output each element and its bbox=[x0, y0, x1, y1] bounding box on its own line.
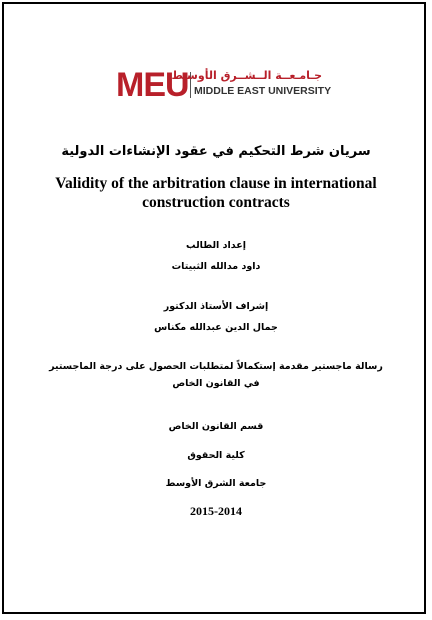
arabic-title: سريان شرط التحكيم في عقود الإنشاءات الدولية bbox=[61, 144, 371, 159]
supervisor-name: جمال الدين عبدالله مكناس bbox=[154, 322, 278, 333]
english-title: Validity of the arbitration clause in international construction contracts bbox=[55, 175, 377, 211]
student-name: داود مدالله الثبيتات bbox=[171, 261, 261, 272]
university-logo bbox=[116, 66, 332, 104]
logo-mark: MEU bbox=[116, 66, 189, 104]
supervisor-label: إشراف الأستاذ الدكتور bbox=[163, 301, 269, 312]
thesis-statement-line-1: رسالة ماجستير مقدمة إستكمالاً لمتطلبات الحصول على درجة الماجستير bbox=[49, 361, 383, 372]
academic-year: 2015-2014 bbox=[190, 504, 242, 518]
thesis-statement-line-2: في القانون الخاص bbox=[172, 378, 260, 389]
student-label: إعداد الطالب bbox=[186, 240, 246, 251]
logo-english-name: MIDDLE EAST UNIVERSITY bbox=[194, 85, 332, 97]
department: قسم القانون الخاص bbox=[168, 421, 264, 432]
faculty: كلية الحقوق bbox=[187, 450, 245, 461]
university: جامعة الشرق الأوسط bbox=[165, 478, 267, 489]
title-page bbox=[2, 2, 426, 614]
logo-arabic-name: جـامـعــة الــشــرق الأوسـط bbox=[171, 69, 322, 82]
